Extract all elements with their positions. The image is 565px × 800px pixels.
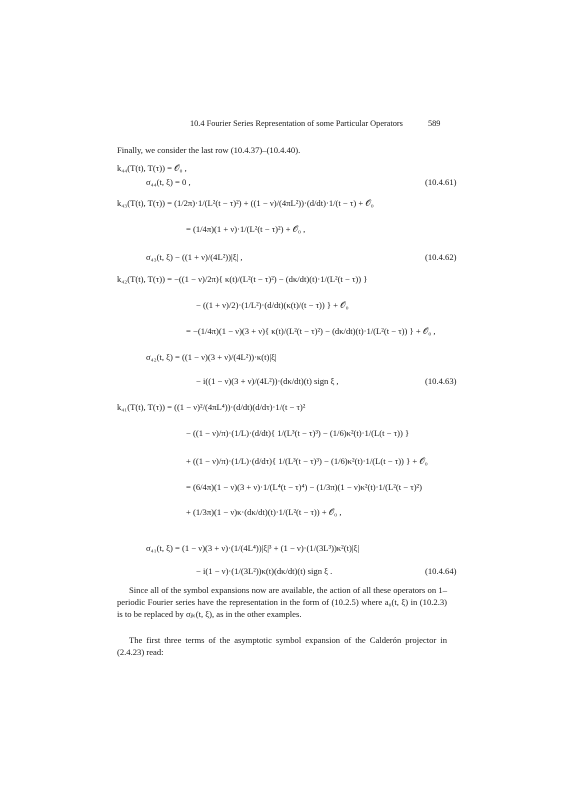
equation-line: k₄₄(T(t), T(τ)) = 𝒪₀ , (117, 163, 187, 173)
equation-number: (10.4.64) (425, 566, 457, 576)
equation-line: − i(1 − ν)·(1/(3L²))κ(t)(dκ/dt)(t) sign ξ . (196, 566, 333, 576)
equation-line: − ((1 − ν)/π)·(1/L)·(d/dt){ 1/(L³(t − τ)³) − (1/6)κ²(t)·1/(L(t − τ)) } (186, 428, 410, 438)
equation-line: − ((1 + ν)/2)·(1/L²)·(d/dt)(κ(t)/(t − τ)) } + 𝒪₀ (196, 300, 349, 310)
running-header-title: 10.4 Fourier Series Representation of some Particular Operators (190, 119, 403, 128)
equation-number: (10.4.63) (425, 376, 457, 386)
equation-line: = (1/4π)(1 + ν)·1/(L²(t − τ)²) + 𝒪₀ , (186, 224, 306, 234)
equation-line: σ₄₁(t, ξ) = (1 − ν)(3 + ν)·(1/(4L⁴))|ξ|³ + (1 − ν)·(1/(3L³))κ²(t)|ξ| (146, 543, 360, 553)
equation-number: (10.4.62) (425, 252, 457, 262)
equation-line: = (6/4π)(1 − ν)(3 + ν)·1/(L⁴(t − τ)⁴) − (1/3π)(1 − ν)κ²(t)·1/(L²(t − τ)²) (186, 482, 422, 492)
equation-line: k₄₂(T(t), T(τ)) = −((1 − ν)/2π){ κ(t)/(L²(t − τ)²) − (dκ/dt)(t)·1/(L²(t − τ)) } (117, 274, 368, 284)
equation-line: σ₄₃(t, ξ) − ((1 + ν)/(4L²))|ξ| , (146, 252, 243, 262)
paragraph (117, 634, 447, 658)
intro-line: Finally, we consider the last row (10.4.37)–(10.4.40). (117, 145, 301, 155)
equation-line: = −(1/4π)(1 − ν)(3 + ν){ κ(t)/(L²(t − τ)²) − (dκ/dt)(t)·1/(L²(t − τ)) } + 𝒪₀ , (186, 326, 436, 336)
paragraph-text: Since all of the symbol expansions now are available, the action of all these operators on 1–periodic Fourier series have the representation in the form of (10.2.5) where a₀(t, ξ) in (10.2.3) is to be replaced by σⱼₖ(t, ξ), as in the other examples. (117, 585, 447, 619)
paragraph-text: The first three terms of the asymptotic symbol expansion of the Calderón projector in (2.4.23) read: (117, 635, 447, 657)
equation-line: − i((1 − ν)(3 + ν)/(4L²))·(dκ/dt)(t) sign ξ , (196, 376, 339, 386)
running-header (0, 119, 565, 131)
equation-number: (10.4.61) (425, 177, 457, 187)
equation-line: + (1/3π)(1 − ν)κ·(dκ/dt)(t)·1/(L²(t − τ)) + 𝒪₀ , (186, 507, 342, 517)
paragraph (117, 584, 447, 620)
equation-line: k₄₁(T(t), T(τ)) = ((1 − ν)²/(4πL⁴))·(d/dt)(d/dτ)·1/(t − τ)² (117, 402, 306, 412)
equation-line: + ((1 − ν)/π)·(1/L)·(d/dτ){ 1/(L³(t − τ)³) − (1/6)κ²(t)·1/(L(t − τ)) } + 𝒪₀ (186, 456, 428, 466)
equation-line: k₄₃(T(t), T(τ)) = (1/2π)·1/(L²(t − τ)²) + ((1 − ν)/(4πL²))·(d/dt)·1/(t − τ) + 𝒪₀ (117, 198, 374, 208)
equation-line: σ₄₄(t, ξ) = 0 , (146, 177, 191, 187)
page-number: 589 (428, 119, 441, 128)
equation-line: σ₄₂(t, ξ) = ((1 − ν)(3 + ν)/(4L²))·κ(t)|ξ| (146, 352, 277, 362)
